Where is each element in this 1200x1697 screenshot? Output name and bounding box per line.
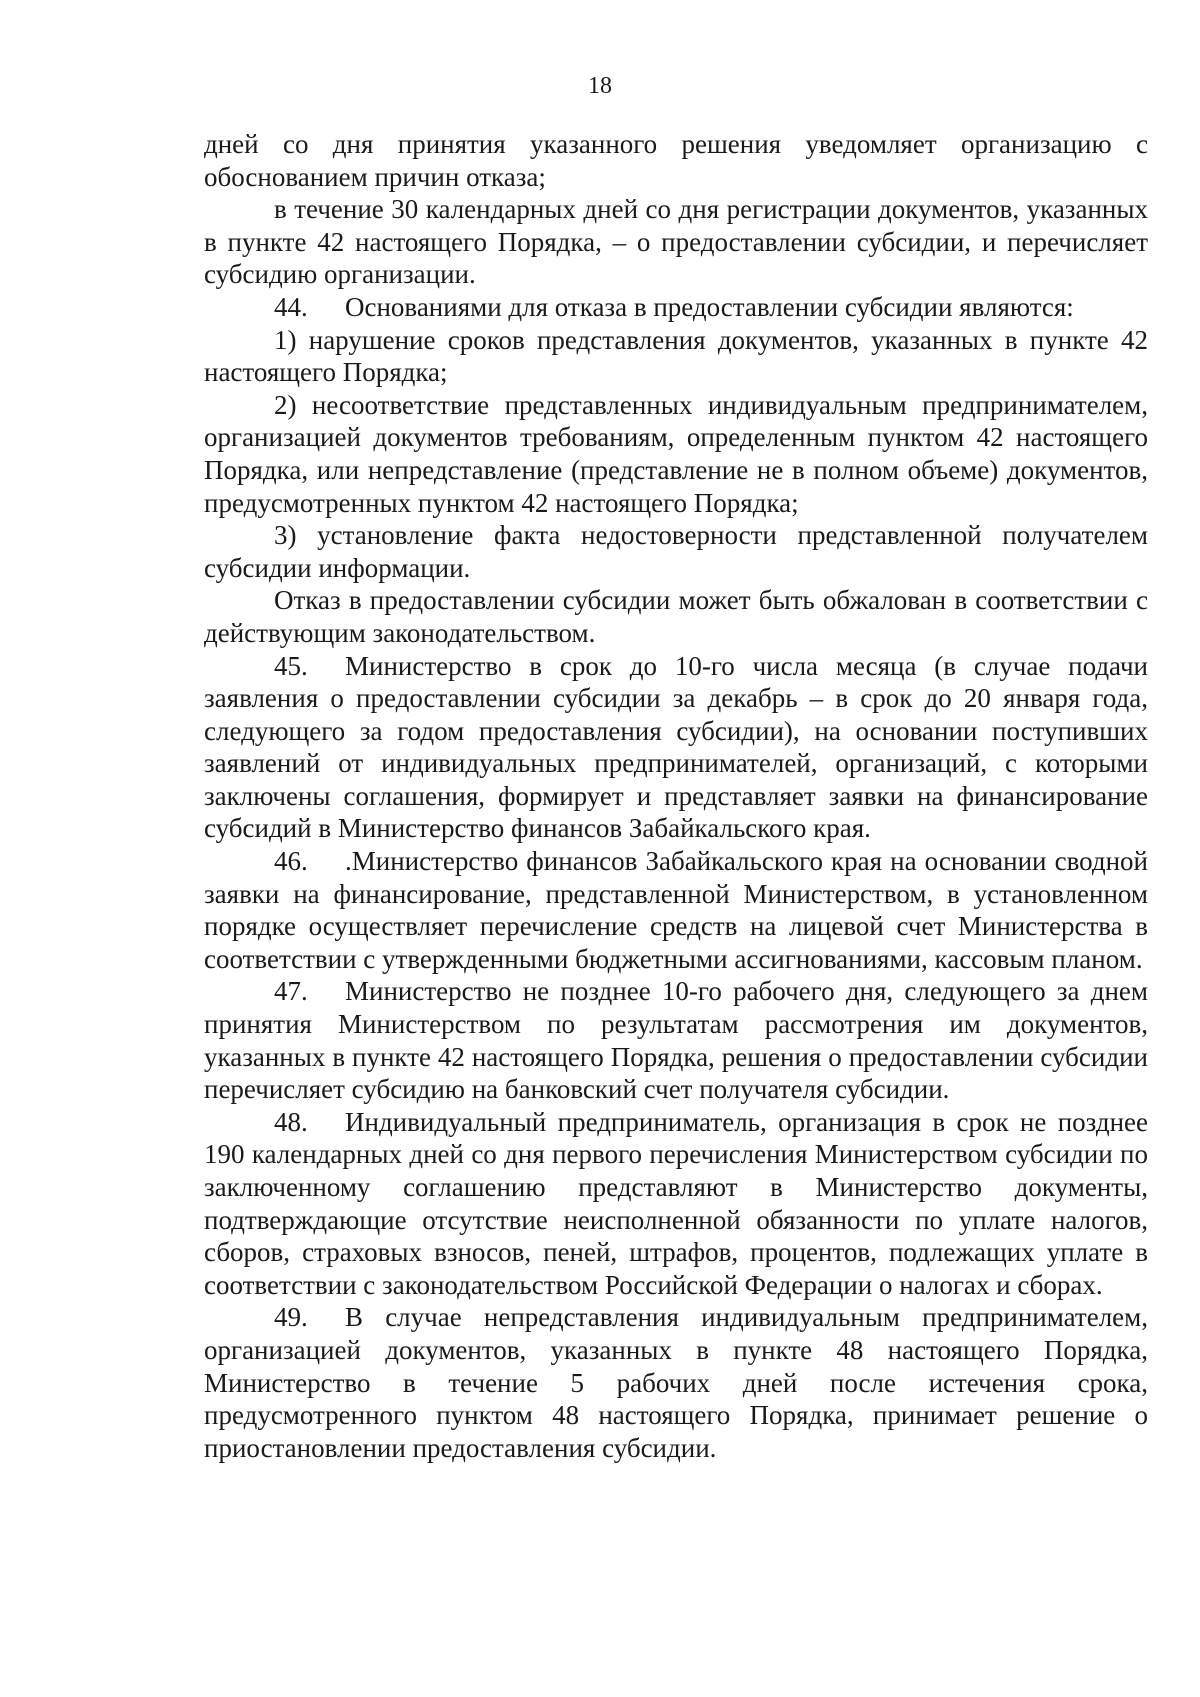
paragraph	[204, 1106, 1148, 1302]
paragraph	[204, 519, 1148, 584]
paragraph	[204, 128, 1148, 193]
paragraph-text: Министерство в срок до 10-го числа месяца (в случае подачи заявления о предоставлении субсидии за декабрь – в срок до 20 января года, следующего за годом предоставления субсидии), на основании поступивших заявлений от индивидуальных предпринимателей, организаций, с которыми заключены соглашения, формирует и представляет заявки на финансирование субсидий в Министерство финансов Забайкальского края.	[204, 650, 1148, 844]
paragraph-number: 47.	[274, 976, 308, 1007]
paragraph	[204, 584, 1148, 649]
paragraph	[204, 389, 1148, 519]
paragraph	[204, 1301, 1148, 1464]
paragraph-text: .Министерство финансов Забайкальского края на основании сводной заявки на финансирование, представленной Министерством, в установленном порядке осуществляет перечисление средств на лицевой счет Министерства в соответствии с утвержденными бюджетными ассигнованиями, кассовым планом.	[204, 846, 1148, 974]
paragraph-text: 1) нарушение сроков представления документов, указанных в пункте 42 настоящего Порядка;	[204, 324, 1148, 388]
document-body	[204, 128, 1148, 1464]
paragraph-number: 48.	[274, 1106, 308, 1137]
paragraph	[204, 975, 1148, 1105]
paragraph-text: Индивидуальный предприниматель, организация в срок не позднее 190 календарных дней со дня первого перечисления Министерством субсидии по заключенному соглашению представляют в Министерство документы, подтверждающие отсутствие неисполненной обязанности по уплате налогов, сборов, страховых взносов, пеней, штрафов, процентов, подлежащих уплате в соответствии с законодательством Российской Федерации о налогах и сборах.	[204, 1106, 1148, 1300]
paragraph-text: 2) несоответствие представленных индивидуальным предпринимателем, организацией документов требованиям, определенным пунктом 42 настоящего Порядка, или непредставление (представление не в полном объеме) документов, предусмотренных пунктом 42 настоящего Порядка;	[204, 389, 1148, 518]
paragraph-number: 46.	[274, 846, 308, 877]
paragraph-number: 49.	[274, 1302, 308, 1333]
paragraph-text: Основаниями для отказа в предоставлении субсидии являются:	[345, 291, 1074, 322]
paragraph-text: Отказ в предоставлении субсидии может быть обжалован в соответствии с действующим законодательством.	[204, 585, 1148, 648]
paragraph-text: 3) установление факта недостоверности представленной получателем субсидии информации.	[204, 520, 1148, 583]
paragraph-text: дней со дня принятия указанного решения уведомляет организацию с обоснованием причин отказа;	[204, 129, 1148, 192]
paragraph	[204, 291, 1148, 324]
page-number: 18	[588, 73, 612, 99]
paragraph	[204, 845, 1148, 975]
paragraph-number: 44.	[274, 291, 308, 322]
paragraph-number: 45.	[274, 650, 308, 681]
paragraph-text: в течение 30 календарных дней со дня регистрации документов, указанных в пункте 42 настоящего Порядка, – о предоставлении субсидии, и перечисляет субсидию организации.	[204, 194, 1148, 290]
paragraph	[204, 324, 1148, 389]
paragraph-text: В случае непредставления индивидуальным предпринимателем, организацией документов, указанных в пункте 48 настоящего Порядка, Министерство в течение 5 рабочих дней после истечения срока, предусмотренного пунктом 48 настоящего Порядка, принимает решение о приостановлении предоставления субсидии.	[204, 1302, 1148, 1463]
paragraph	[204, 650, 1148, 846]
paragraph-text: Министерство не позднее 10-го рабочего дня, следующего за днем принятия Министерством по результатам рассмотрения им документов, указанных в пункте 42 настоящего Порядка, решения о предоставлении субсидии перечисляет субсидию на банковский счет получателя субсидии.	[204, 976, 1148, 1105]
paragraph	[204, 193, 1148, 291]
